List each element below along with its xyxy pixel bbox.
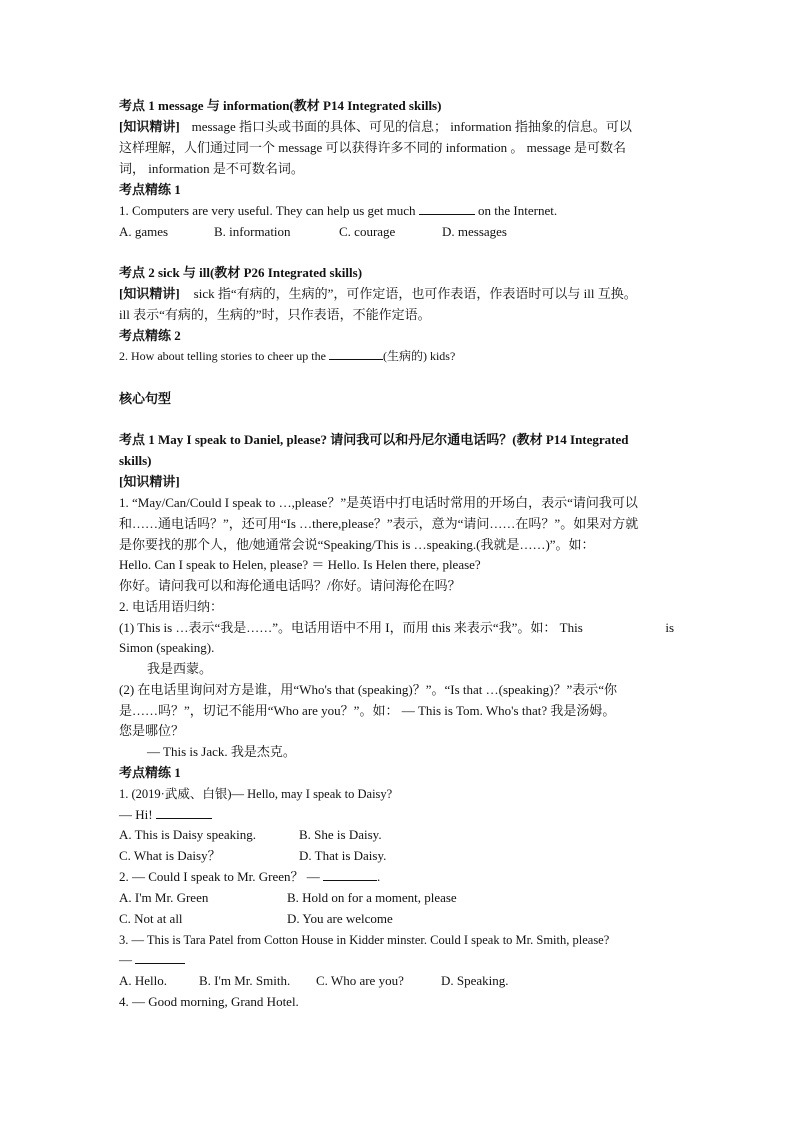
question-text: —: [119, 952, 136, 967]
explain-text: message 指口头或书面的具体、可见的信息； information 指抽象的信息。可以: [191, 119, 632, 134]
question-text: — Hi!: [119, 807, 156, 822]
option-b[interactable]: B. information: [214, 224, 291, 239]
section-1-explain-line-3: 词， information 是不可数名词。: [119, 161, 304, 176]
section-2-practice-heading: 考点精练 2: [119, 328, 181, 343]
core-practice-heading: 考点精练 1: [119, 765, 181, 780]
option-c[interactable]: C. What is Daisy？: [119, 848, 221, 863]
core-para-4-line-4: — This is Jack. 我是杰克。: [147, 744, 296, 759]
option-b[interactable]: B. Hold on for a moment, please: [287, 890, 457, 905]
core-para-1-line-1: 1. “May/Can/Could I speak to …,please？”是英语中打电话时常用的开场白，表示“请问我可以: [119, 495, 638, 510]
core-title-line-1: 考点 1 May I speak to Daniel, please? 请问我可以和丹尼尔通电话吗？(教材 P14 Integrated: [119, 432, 629, 447]
core-para-3-line-2: Simon (speaking).: [119, 640, 215, 655]
question-2: [119, 346, 679, 366]
core-para-1-line-2: 和……通电话吗？”，还可用“Is …there,please？”表示，意为“请问……在吗？”。如果对方就: [119, 516, 639, 531]
option-a[interactable]: A. games: [119, 224, 169, 239]
core-para-1-line-3: 是你要找的那个人，他/她通常会说“Speaking/This is …speaking.(我就是……)”。如：: [119, 537, 595, 552]
option-a[interactable]: A. Hello.: [119, 973, 168, 988]
section-1-title: 考点 1 message 与 information(教材 P14 Integrated skills): [119, 98, 442, 113]
core-para-2: 2. 电话用语归纳：: [119, 599, 224, 614]
core-para-4-line-3: 您是哪位？: [119, 723, 185, 738]
para-text-right: is: [665, 620, 674, 635]
core-question-1: 1. (2019·武威、白银)— Hello, may I speak to Daisy?: [119, 787, 393, 801]
answer-blank[interactable]: [135, 950, 185, 964]
core-heading: 核心句型: [119, 391, 172, 406]
option-d[interactable]: D. messages: [442, 224, 507, 239]
question-text: .: [377, 869, 381, 884]
option-c[interactable]: C. Who are you?: [316, 973, 404, 988]
core-para-4-line-2: 是……吗？”，切记不能用“Who are you？”。如： — This is Tom. Who's that? 我是汤姆。: [119, 703, 616, 718]
core-question-3-response: [119, 950, 679, 970]
question-text: 2. How about telling stories to cheer up the: [119, 349, 329, 363]
knowledge-tag: [知识精讲]: [119, 474, 180, 489]
section-1-practice-heading: 考点精练 1: [119, 182, 181, 197]
answer-blank[interactable]: [419, 201, 475, 215]
option-a[interactable]: A. I'm Mr. Green: [119, 890, 209, 905]
explain-text: sick 指“有病的，生病的”，可作定语，也可作表语，作表语时可以与 ill 互换。: [193, 286, 637, 301]
section-1-explain-line-1: [119, 117, 679, 137]
knowledge-tag: [知识精讲]: [119, 286, 180, 301]
answer-blank[interactable]: [329, 346, 383, 360]
option-b[interactable]: B. I'm Mr. Smith.: [199, 973, 291, 988]
para-text: (1) This is …表示“我是……”。电话用语中不用 I，而用 this 来表示“我”。如： This: [119, 620, 583, 635]
option-d[interactable]: D. That is Daisy.: [299, 848, 387, 863]
answer-blank[interactable]: [323, 867, 377, 881]
option-d[interactable]: D. You are welcome: [287, 911, 393, 926]
core-question-1-response: [119, 805, 679, 825]
core-question-2: [119, 867, 679, 887]
section-2-explain-line-2: ill 表示“有病的，生病的”时，只作表语，不能作定语。: [119, 307, 431, 322]
core-question-4: 4. — Good morning, Grand Hotel.: [119, 994, 299, 1009]
option-a[interactable]: A. This is Daisy speaking.: [119, 827, 256, 842]
option-c[interactable]: C. courage: [339, 224, 396, 239]
example-1-en: Hello. Can I speak to Helen, please? ＝ Hello. Is Helen there, please?: [119, 557, 481, 572]
section-1-explain-line-2: 这样理解，人们通过同一个 message 可以获得许多不同的 information 。 message 是可数名: [119, 140, 626, 155]
question-text: (生病的) kids?: [382, 349, 456, 363]
option-b[interactable]: B. She is Daisy.: [299, 827, 382, 842]
section-2-explain-line-1: [119, 284, 679, 304]
question-text: 2. — Could I speak to Mr. Green？ —: [119, 869, 324, 884]
option-c[interactable]: C. Not at all: [119, 911, 183, 926]
question-text: on the Internet.: [474, 203, 558, 218]
core-para-4-line-1: (2) 在电话里询问对方是谁，用“Who's that (speaking)？”。“Is that …(speaking)？”表示“你: [119, 682, 618, 697]
core-para-3-line-3: 我是西蒙。: [147, 661, 213, 676]
core-para-3-line-1: [119, 618, 679, 638]
option-d[interactable]: D. Speaking.: [441, 973, 509, 988]
answer-blank[interactable]: [156, 805, 212, 819]
question-text: 1. Computers are very useful. They can help us get much: [119, 203, 419, 218]
core-title-line-2: skills): [119, 453, 152, 468]
example-1-cn: 你好。请问我可以和海伦通电话吗？/你好。请问海伦在吗？: [119, 578, 461, 593]
question-1: [119, 201, 679, 221]
section-2-title: 考点 2 sick 与 ill(教材 P26 Integrated skills): [119, 265, 363, 280]
knowledge-tag: [知识精讲]: [119, 119, 180, 134]
core-question-3: 3. — This is Tara Patel from Cotton House in Kidder minster. Could I speak to Mr. Smith, please?: [119, 933, 610, 947]
